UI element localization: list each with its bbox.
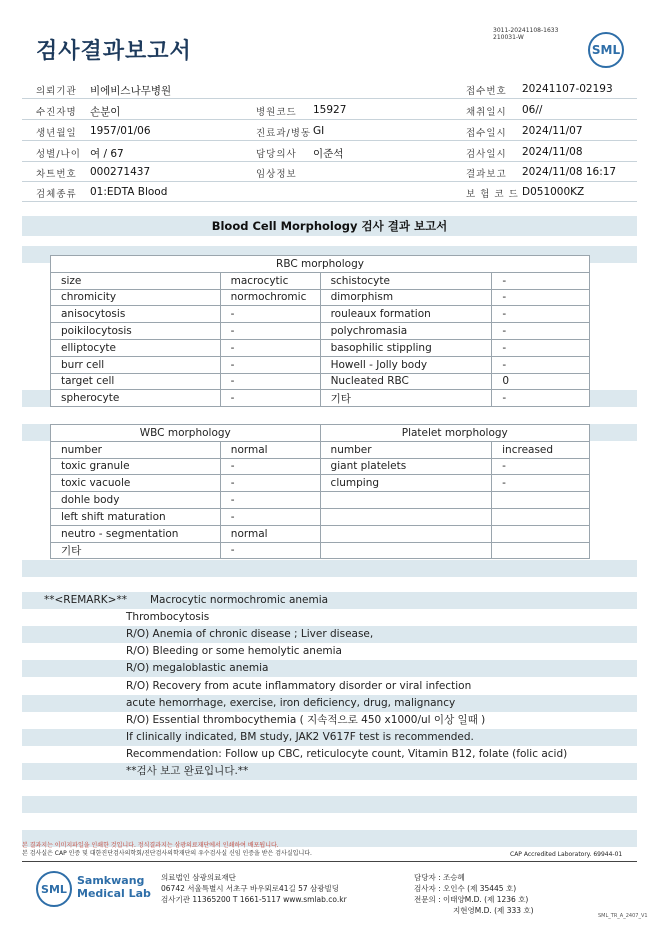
document-number-line-2: 210031-W (493, 34, 524, 41)
item-name-cell: Nucleated RBC (320, 373, 492, 390)
remark-text: Thrombocytosis (126, 611, 210, 624)
item-name-cell (320, 542, 492, 559)
remark-text: acute hemorrhage, exercise, iron deficiency, drug, malignancy (126, 696, 456, 709)
field-value: 06// (522, 104, 543, 116)
patient-info-row (22, 142, 637, 162)
table-row (51, 441, 590, 458)
patient-info-row (22, 79, 637, 99)
remark-label: **<REMARK>** (44, 594, 127, 606)
item-name-cell: target cell (51, 373, 221, 390)
rbc-morphology-table (50, 255, 590, 407)
remark-text: R/O) Recovery from acute inflammatory disorder or viral infection (126, 679, 472, 692)
remark-text: Recommendation: Follow up CBC, reticulocyte count, Vitamin B12, folate (folic acid) (126, 747, 568, 760)
field-label: 접수일시 (466, 128, 507, 139)
item-result-cell: - (220, 390, 320, 407)
remark-row (22, 729, 637, 746)
item-name-cell: neutro - segmentation (51, 525, 221, 542)
table-row (51, 272, 590, 289)
field-value: 이준석 (313, 148, 344, 160)
remark-row (22, 695, 637, 712)
table-row (51, 373, 590, 390)
table-row (51, 339, 590, 356)
field-value: GI (313, 125, 325, 137)
item-name-cell: schistocyte (320, 272, 492, 289)
table-row (51, 475, 590, 492)
remark-text: **검사 보고 완료입니다.** (126, 765, 249, 777)
item-result-cell: - (220, 306, 320, 323)
item-name-cell: toxic vacuole (51, 475, 221, 492)
item-result-cell: increased (492, 441, 590, 458)
address-line: 06742 서울특별시 서초구 바우뫼로41길 57 삼광빌딩 (161, 884, 340, 893)
field-label: 검체종류 (36, 189, 77, 200)
contact-line: 검사기관 11365200 T 1661-5117 www.smlab.co.kr (161, 895, 347, 904)
remark-text: Macrocytic normochromic anemia (150, 594, 329, 606)
item-result-cell: - (492, 458, 590, 475)
field-label: 채취일시 (466, 107, 507, 118)
field-label: 차트번호 (36, 169, 77, 180)
item-name-cell: number (320, 441, 492, 458)
staff-list (414, 872, 534, 916)
remark-row (22, 746, 637, 763)
field-label: 의뢰기관 (36, 86, 77, 97)
item-result-cell: - (220, 492, 320, 509)
staff-examiner: 검사자 : 오인수 (제 35445 호) (414, 884, 517, 893)
wbc-table-header: WBC morphology (51, 425, 321, 442)
field-label: 병원코드 (256, 107, 297, 118)
item-name-cell: number (51, 441, 221, 458)
item-name-cell: 기타 (320, 390, 492, 407)
field-value: 000271437 (90, 166, 151, 178)
item-result-cell (492, 492, 590, 509)
table-row (51, 492, 590, 509)
item-result-cell: - (220, 323, 320, 340)
item-name-cell: elliptocyte (51, 339, 221, 356)
lab-address (161, 872, 347, 905)
item-result-cell: - (220, 542, 320, 559)
item-name-cell: basophilic stippling (320, 339, 492, 356)
item-result-cell: - (492, 339, 590, 356)
item-name-cell: polychromasia (320, 323, 492, 340)
sml-logo: SML (588, 32, 624, 68)
item-result-cell: - (492, 289, 590, 306)
field-value: 1957/01/06 (90, 125, 151, 137)
item-result-cell: normochromic (220, 289, 320, 306)
remark-text: R/O) megaloblastic anemia (126, 662, 269, 675)
item-result-cell: - (492, 323, 590, 340)
remark-text: R/O) Anemia of chronic disease ; Liver disease, (126, 628, 374, 641)
cap-accreditation: CAP Accredited Laboratory. 69944-01 (510, 851, 623, 858)
field-label: 임상정보 (256, 169, 297, 180)
table-row (51, 306, 590, 323)
item-result-cell: - (220, 373, 320, 390)
item-result-cell: - (492, 356, 590, 373)
field-value: 15927 (313, 104, 347, 116)
item-name-cell: poikilocytosis (51, 323, 221, 340)
staff-specialist-2: 지현영M.D. (제 333 호) (453, 906, 534, 915)
item-name-cell: 기타 (51, 542, 221, 559)
field-label: 담당의사 (256, 149, 297, 160)
brand-name (77, 874, 151, 900)
page-title: 검사결과보고서 (36, 39, 192, 64)
field-value: 여 / 67 (90, 148, 124, 160)
item-name-cell: spherocyte (51, 390, 221, 407)
brand-line-2: Medical Lab (77, 887, 151, 900)
remark-row (22, 626, 637, 643)
patient-info-row (22, 100, 637, 120)
item-name-cell: clumping (320, 475, 492, 492)
item-name-cell: giant platelets (320, 458, 492, 475)
item-name-cell: chromicity (51, 289, 221, 306)
table-row (51, 542, 590, 559)
item-result-cell: - (220, 508, 320, 525)
item-result-cell: - (220, 458, 320, 475)
field-value: 2024/11/08 16:17 (522, 166, 617, 178)
item-result-cell: macrocytic (220, 272, 320, 289)
form-code: SML_TR_A_2407_V1 (598, 913, 648, 919)
item-name-cell (320, 492, 492, 509)
table-row (51, 289, 590, 306)
item-result-cell: - (492, 306, 590, 323)
field-value: D051000KZ (522, 186, 585, 198)
field-label: 검사일시 (466, 149, 507, 160)
platelet-table-header: Platelet morphology (320, 425, 589, 442)
field-label: 생년월일 (36, 128, 77, 139)
wbc-platelet-morphology-table (50, 424, 590, 559)
item-result-cell (492, 542, 590, 559)
item-result-cell: normal (220, 441, 320, 458)
field-label: 접수번호 (466, 86, 507, 97)
item-name-cell: anisocytosis (51, 306, 221, 323)
org-name: 의료법인 삼광의료재단 (161, 873, 236, 882)
item-name-cell: dohle body (51, 492, 221, 509)
item-result-cell: - (220, 475, 320, 492)
table-row (51, 356, 590, 373)
item-name-cell: burr cell (51, 356, 221, 373)
item-name-cell: dimorphism (320, 289, 492, 306)
patient-info-row (22, 162, 637, 182)
document-number (493, 27, 558, 41)
footer-notice: 본 검사실은 CAP 인증 및 대한진단검사의학회/진단검사의학재단의 우수검사실 신임 인증을 받은 검사실입니다. (22, 850, 312, 857)
item-name-cell (320, 525, 492, 542)
remark-row (22, 609, 637, 626)
item-result-cell: - (220, 356, 320, 373)
remark-row (22, 643, 637, 660)
item-name-cell (320, 508, 492, 525)
field-label: 성별/나이 (36, 149, 81, 160)
footer-notice-red: 본 결과지는 이미지파일을 인쇄한 것입니다. 정식결과지는 삼광의료재단에서 인쇄하여 배포됩니다. (22, 842, 279, 849)
remark-text: R/O) Bleeding or some hemolytic anemia (126, 645, 342, 658)
field-value: 20241107-02193 (522, 83, 613, 95)
field-value: 01:EDTA Blood (90, 186, 168, 198)
band-divider (22, 560, 637, 577)
table-row (51, 390, 590, 407)
footer-divider (22, 861, 637, 862)
report-title: Blood Cell Morphology 검사 결과 보고서 (22, 216, 637, 236)
field-label: 결과보고 (466, 169, 507, 180)
staff-manager: 담당자 : 조승혜 (414, 873, 465, 882)
item-result-cell (492, 508, 590, 525)
item-name-cell: size (51, 272, 221, 289)
staff-specialist-1: 전문의 : 이태양M.D. (제 1236 호) (414, 895, 529, 904)
table-row (51, 323, 590, 340)
table-row (51, 525, 590, 542)
remark-row (22, 592, 637, 609)
field-label: 진료과/병동 (256, 128, 312, 139)
item-result-cell: normal (220, 525, 320, 542)
remark-text: If clinically indicated, BM study, JAK2 V617F test is recommended. (126, 730, 474, 743)
patient-info-row (22, 121, 637, 141)
item-result-cell: - (492, 475, 590, 492)
item-result-cell: - (220, 339, 320, 356)
field-value: 비에비스나무병원 (90, 85, 172, 97)
table-row (51, 508, 590, 525)
field-value: 2024/11/08 (522, 146, 583, 158)
item-name-cell: Howell - Jolly body (320, 356, 492, 373)
field-value: 손분이 (90, 106, 121, 118)
sml-footer-logo: SML (36, 871, 72, 907)
remark-row (22, 678, 637, 695)
remark-row (22, 660, 637, 677)
brand-line-1: Samkwang (77, 874, 145, 887)
remark-row (22, 712, 637, 729)
remark-text: R/O) Essential thrombocythemia ( 지속적으로 450 x1000/ul 이상 일때 ) (126, 713, 486, 726)
table-row (51, 458, 590, 475)
item-result-cell (492, 525, 590, 542)
item-name-cell: toxic granule (51, 458, 221, 475)
item-result-cell: 0 (492, 373, 590, 390)
item-name-cell: left shift maturation (51, 508, 221, 525)
patient-info-row (22, 182, 637, 202)
remark-row (22, 763, 637, 780)
item-result-cell: - (492, 272, 590, 289)
document-number-line-1: 3011-20241108-1633 (493, 27, 559, 34)
band-divider (22, 796, 637, 813)
field-label: 수진자명 (36, 107, 77, 118)
rbc-table-header: RBC morphology (51, 256, 590, 273)
field-value: 2024/11/07 (522, 125, 583, 137)
item-result-cell: - (492, 390, 590, 407)
item-name-cell: rouleaux formation (320, 306, 492, 323)
field-label: 보 험 코 드 (466, 189, 519, 200)
